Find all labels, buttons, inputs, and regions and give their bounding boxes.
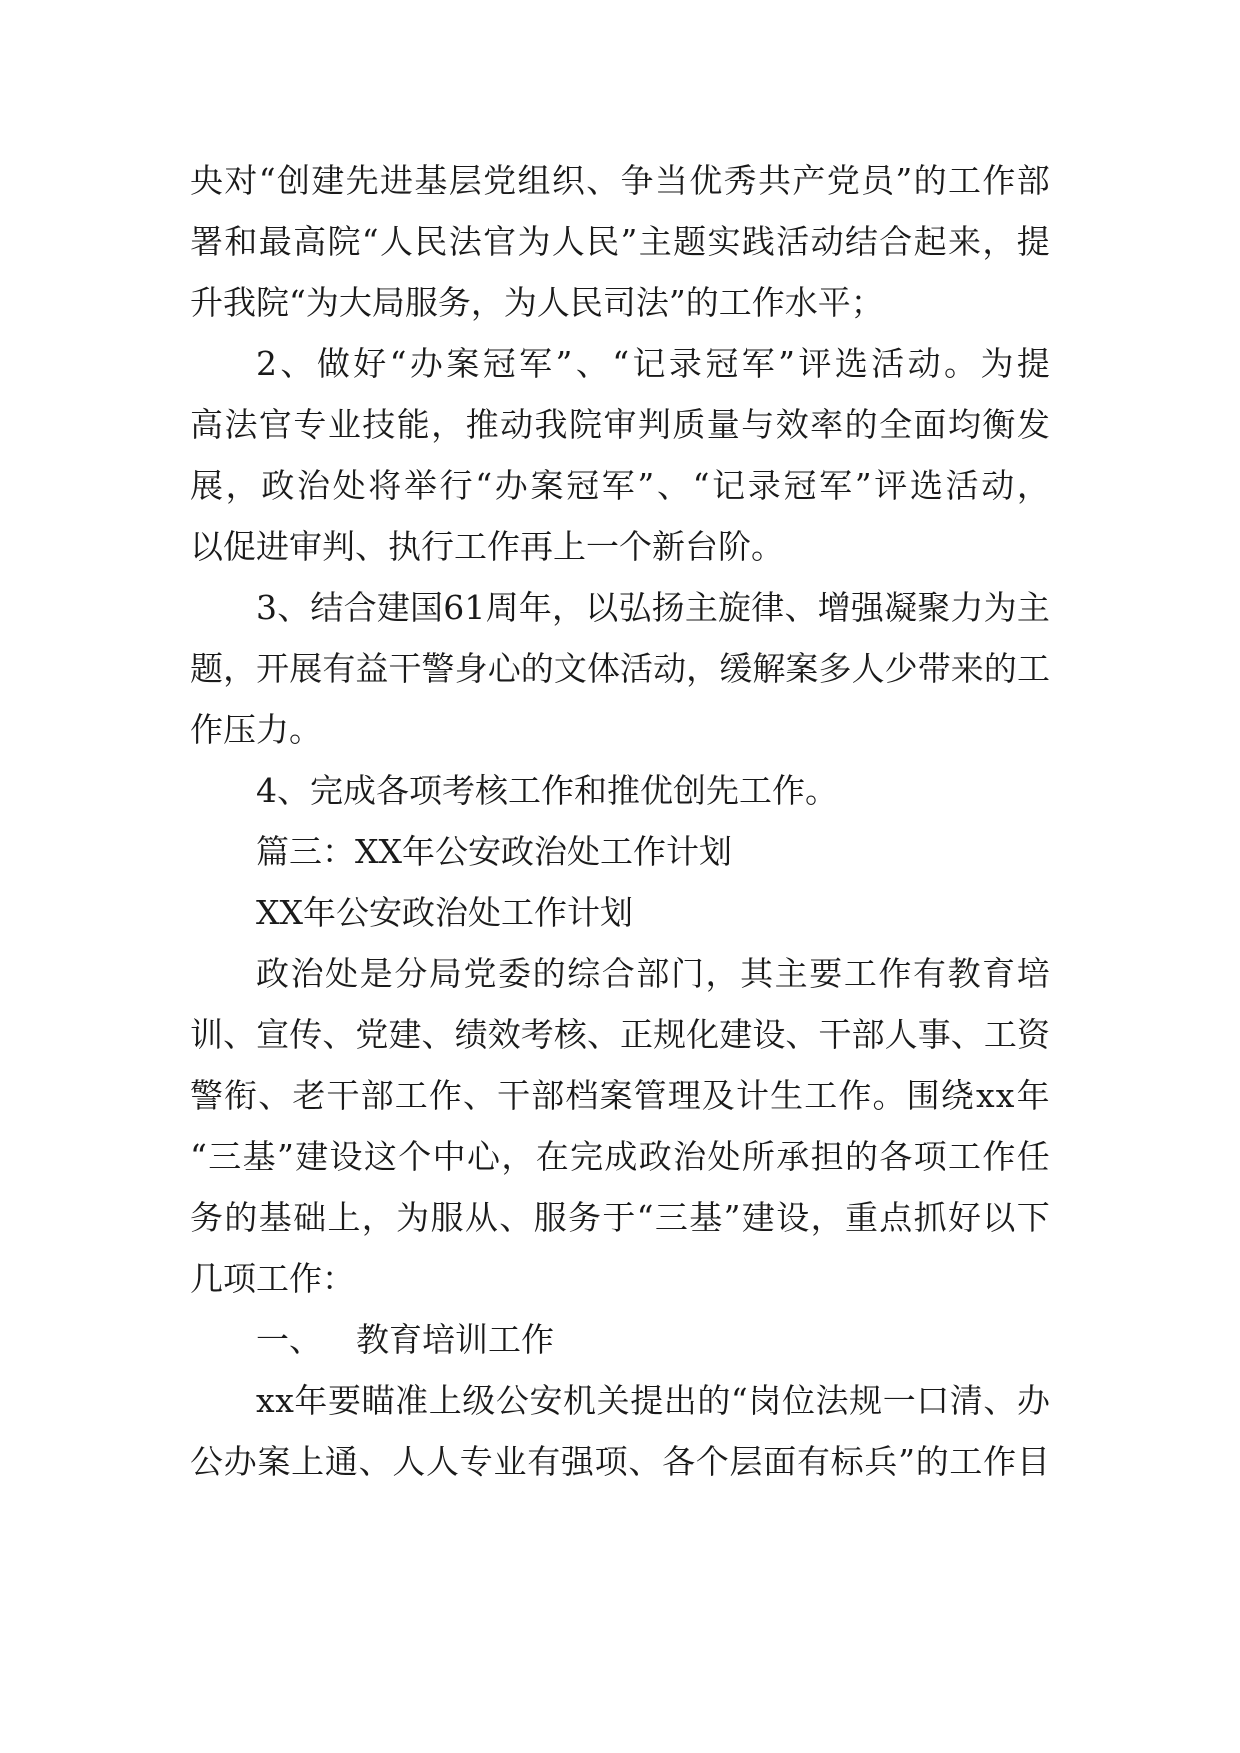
subsection-heading <box>190 1309 1050 1370</box>
text-line: 以促进审判、执行工作再上一个新台阶。 <box>190 527 784 566</box>
text-line: 务 的 基 础 上 ， 为 服 从 、 服 务 于 “ 三 基 ” 建 设 ， 重 点 抓 好 以 下 <box>190 1198 1050 1237</box>
document-body <box>190 150 1050 1492</box>
text-line: 升我院“为大局服务，为人民司法”的工作水平； <box>190 283 884 322</box>
text-line: 训 、 宣 传 、 党 建 、 绩 效 考 核 、 正 规 化 建 设 、 干 部 人 事 、 工 资 <box>190 1015 1050 1054</box>
subsection-title: 教育培训工作 <box>356 1320 554 1359</box>
subsection-number: 一、 <box>256 1320 322 1359</box>
text-line: 展 ， 政 治 处 将 举 行 “ 办 案 冠 军 ” 、 “ 记 录 冠 军 ” 评 选 活 动 ， <box>190 466 1050 505</box>
text-line: 3 、 结 合 建 国 6 1 周 年 ， 以 弘 扬 主 旋 律 、 增 强 凝 聚 力 为 主 <box>256 588 1050 627</box>
text-line: 政 治 处 是 分 局 党 委 的 综 合 部 门 ， 其 主 要 工 作 有 教 育 培 <box>256 954 1050 993</box>
section-title: 篇三：XX年公安政治处工作计划 <box>256 832 732 871</box>
text-line: “ 三 基 ” 建 设 这 个 中 心 ， 在 完 成 政 治 处 所 承 担 的 各 项 工 作 任 <box>190 1137 1050 1176</box>
text-line: x x 年 要 瞄 准 上 级 公 安 机 关 提 出 的 “ 岗 位 法 规 一 口 清 、 办 <box>256 1381 1050 1420</box>
text-line: 作压力。 <box>190 710 322 749</box>
text-line: 题 ， 开 展 有 益 干 警 身 心 的 文 体 活 动 ， 缓 解 案 多 人 少 带 来 的 工 <box>190 649 1050 688</box>
text-line: 警 衔 、 老 干 部 工 作 、 干 部 档 案 管 理 及 计 生 工 作 。 围 绕 x x 年 <box>190 1076 1050 1115</box>
document-title: XX年公安政治处工作计划 <box>256 893 633 932</box>
text-line: 高 法 官 专 业 技 能 ， 推 动 我 院 审 判 质 量 与 效 率 的 全 面 均 衡 发 <box>190 405 1050 444</box>
text-line: 署 和 最 高 院 “ 人 民 法 官 为 人 民 ” 主 题 实 践 活 动 结 合 起 来 ， 提 <box>190 222 1050 261</box>
text-line: 央 对 “ 创 建 先 进 基 层 党 组 织 、 争 当 优 秀 共 产 党 员 ” 的 工 作 部 <box>190 161 1050 200</box>
text-line: 公 办 案 上 通 、 人 人 专 业 有 强 项 、 各 个 层 面 有 标 兵 ” 的 工 作 目 <box>190 1442 1050 1481</box>
text-line: 几项工作： <box>190 1259 355 1298</box>
text-line: 4、完成各项考核工作和推优创先工作。 <box>256 771 838 810</box>
text-line: 2 、 做 好 “ 办 案 冠 军 ” 、 “ 记 录 冠 军 ” 评 选 活 动 。 为 提 <box>256 344 1050 383</box>
